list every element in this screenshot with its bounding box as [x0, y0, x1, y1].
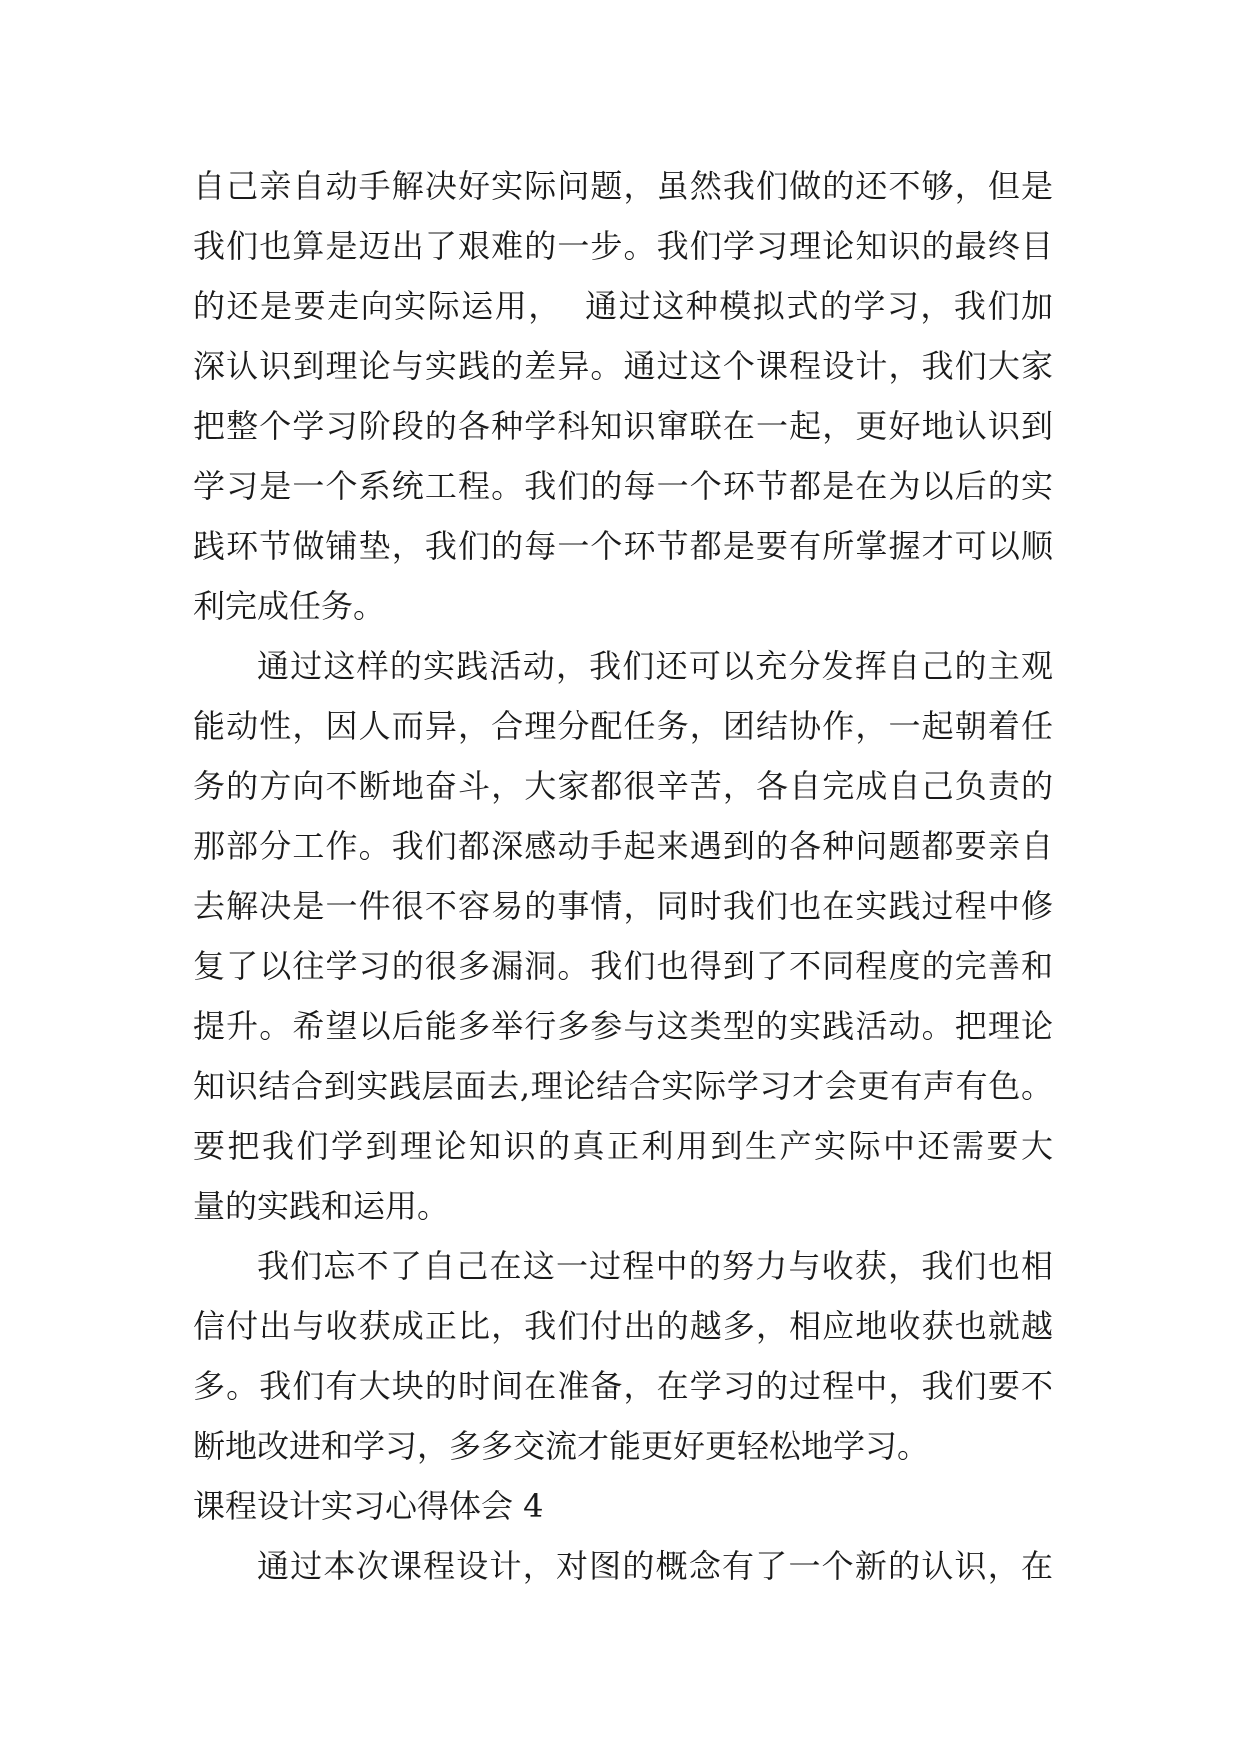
- paragraph-line: 要把我们学到理论知识的真正利用到生产实际中还需要大: [193, 1127, 1053, 1165]
- paragraph-line: 自己亲自动手解决好实际问题，虽然我们做的还不够，但是: [193, 167, 1053, 205]
- paragraph-line: 深认识到理论与实践的差异。通过这个课程设计，我们大家: [193, 347, 1053, 385]
- body-text: [193, 156, 1053, 1596]
- paragraph-line: 把整个学习阶段的各种学科知识窜联在一起，更好地认识到: [193, 407, 1053, 445]
- paragraph-line: 去解决是一件很不容易的事情，同时我们也在实践过程中修: [193, 887, 1053, 925]
- paragraph-line: 复了以往学习的很多漏洞。我们也得到了不同程度的完善和: [193, 947, 1053, 985]
- paragraph-line: 信付出与收获成正比，我们付出的越多，相应地收获也就越: [193, 1307, 1053, 1345]
- paragraph-line: 知识结合到实践层面去,理论结合实际学习才会更有声有色。: [193, 1067, 1053, 1105]
- paragraph-line: 的还是要走向实际运用， 通过这种模拟式的学习，我们加: [193, 287, 1053, 325]
- paragraph-line: 能动性，因人而异，合理分配任务，团结协作，一起朝着任: [193, 707, 1053, 745]
- paragraph-line: 多。我们有大块的时间在准备，在学习的过程中，我们要不: [193, 1367, 1053, 1405]
- paragraph-line: 学习是一个系统工程。我们的每一个环节都是在为以后的实: [193, 467, 1053, 505]
- paragraph-line: 断地改进和学习，多多交流才能更好更轻松地学习。: [193, 1427, 930, 1465]
- paragraph-line: 那部分工作。我们都深感动手起来遇到的各种问题都要亲自: [193, 827, 1053, 865]
- paragraph-line: 我们也算是迈出了艰难的一步。我们学习理论知识的最终目: [193, 227, 1053, 265]
- paragraph-line: 践环节做铺垫，我们的每一个环节都是要有所掌握才可以顺: [193, 527, 1053, 565]
- paragraph-line: 量的实践和运用。: [193, 1187, 450, 1225]
- paragraph-line: 通过这样的实践活动，我们还可以充分发挥自己的主观: [257, 647, 1053, 685]
- paragraph-line: 利完成任务。: [193, 587, 386, 625]
- paragraph-line: 务的方向不断地奋斗，大家都很辛苦，各自完成自己负责的: [193, 767, 1053, 805]
- paragraph-line: 我们忘不了自己在这一过程中的努力与收获，我们也相: [257, 1247, 1053, 1285]
- section-heading: 课程设计实习心得体会 4: [193, 1487, 544, 1525]
- paragraph-line: 提升。希望以后能多举行多参与这类型的实践活动。把理论: [193, 1007, 1053, 1045]
- paragraph-line: 通过本次课程设计，对图的概念有了一个新的认识，在: [257, 1547, 1053, 1585]
